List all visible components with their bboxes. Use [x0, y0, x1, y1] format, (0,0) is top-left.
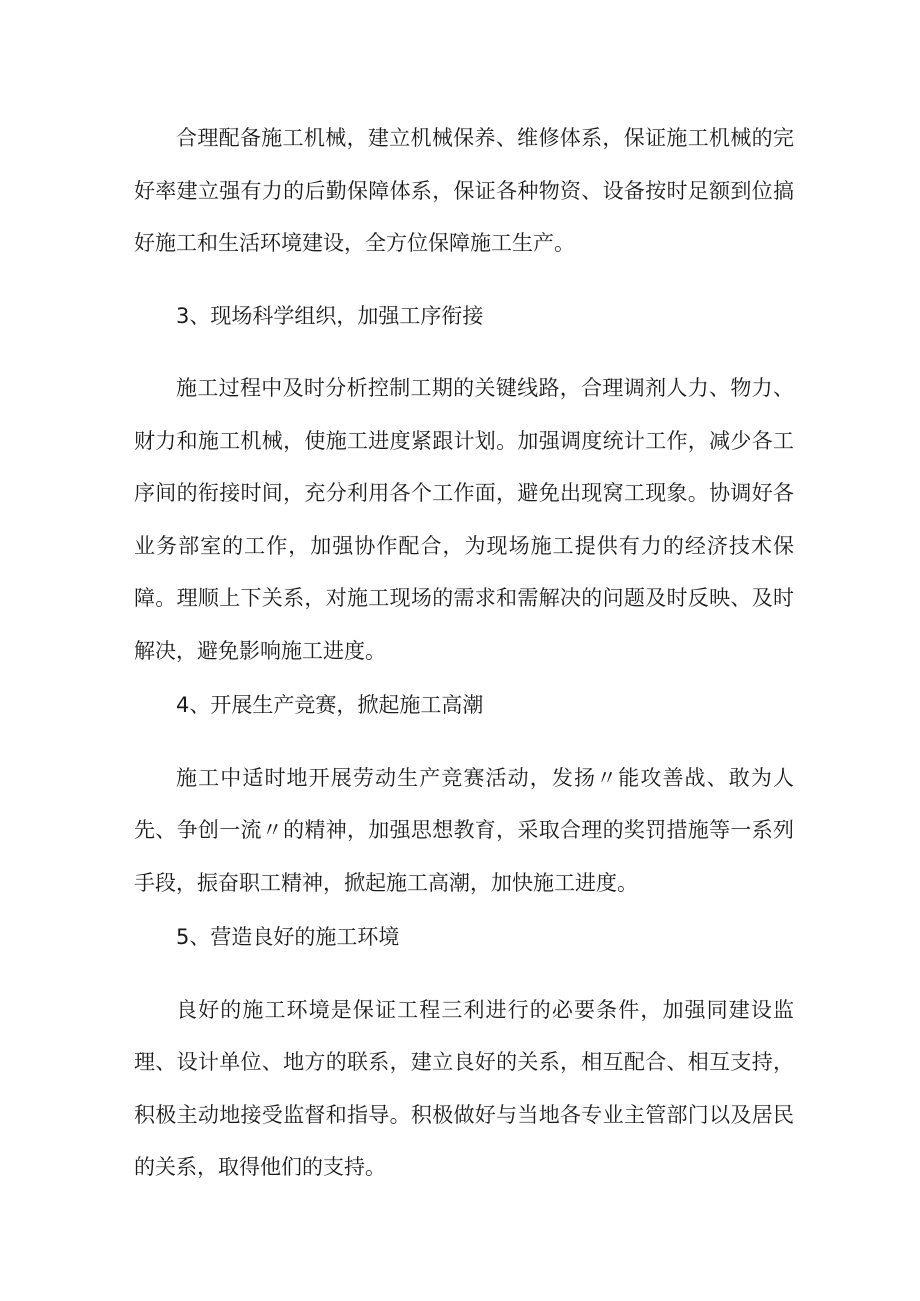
spacer: [134, 270, 794, 290]
spacer: [134, 342, 794, 362]
paragraph-machinery-logistics: 合理配备施工机械，建立机械保养、维修体系，保证施工机械的完好率建立强有力的后勤保障体系，保证各种物资、设备按时足额到位搞好施工和生活环境建设，全方位保障施工生产。: [134, 126, 794, 255]
spacer: [134, 964, 794, 984]
section-heading-3: 3、现场科学组织，加强工序衔接: [176, 303, 484, 328]
document-page: [134, 112, 794, 1194]
paragraph-construction-environment: 良好的施工环境是保证工程三利进行的必要条件，加强同建设监理、设计单位、地方的联系，建立良好的关系，相互配合、相互支持，积极主动地接受监督和指导。积极做好与当地各专业主管部门以及居民的关系，取得他们的支持。: [134, 997, 794, 1179]
paragraph-process-organization: 施工过程中及时分析控制工期的关键线路，合理调剂人力、物力、财力和施工机械，使施工进度紧跟计划。加强调度统计工作，减少各工序间的衔接时间，充分利用各个工作面，避免出现窝工现象。协调好各业务部室的工作，加强协作配合，为现场施工提供有力的经济技术保障。理顺上下关系，对施工现场的需求和需解决的问题及时反映、及时解决，避免影响施工进度。: [134, 376, 794, 663]
section-heading-4: 4、开展生产竞赛，掀起施工高潮: [176, 693, 484, 717]
section-heading-5: 5、营造良好的施工环境: [176, 925, 400, 949]
spacer: [134, 732, 794, 752]
paragraph-production-competition: 施工中适时地开展劳动生产竞赛活动，发扬〃能攻善战、敢为人先、争创一流〃的精神，加强思想教育，采取合理的奖罚措施等一系列手段，振奋职工精神，掀起施工高潮，加快施工进度。: [134, 765, 794, 895]
